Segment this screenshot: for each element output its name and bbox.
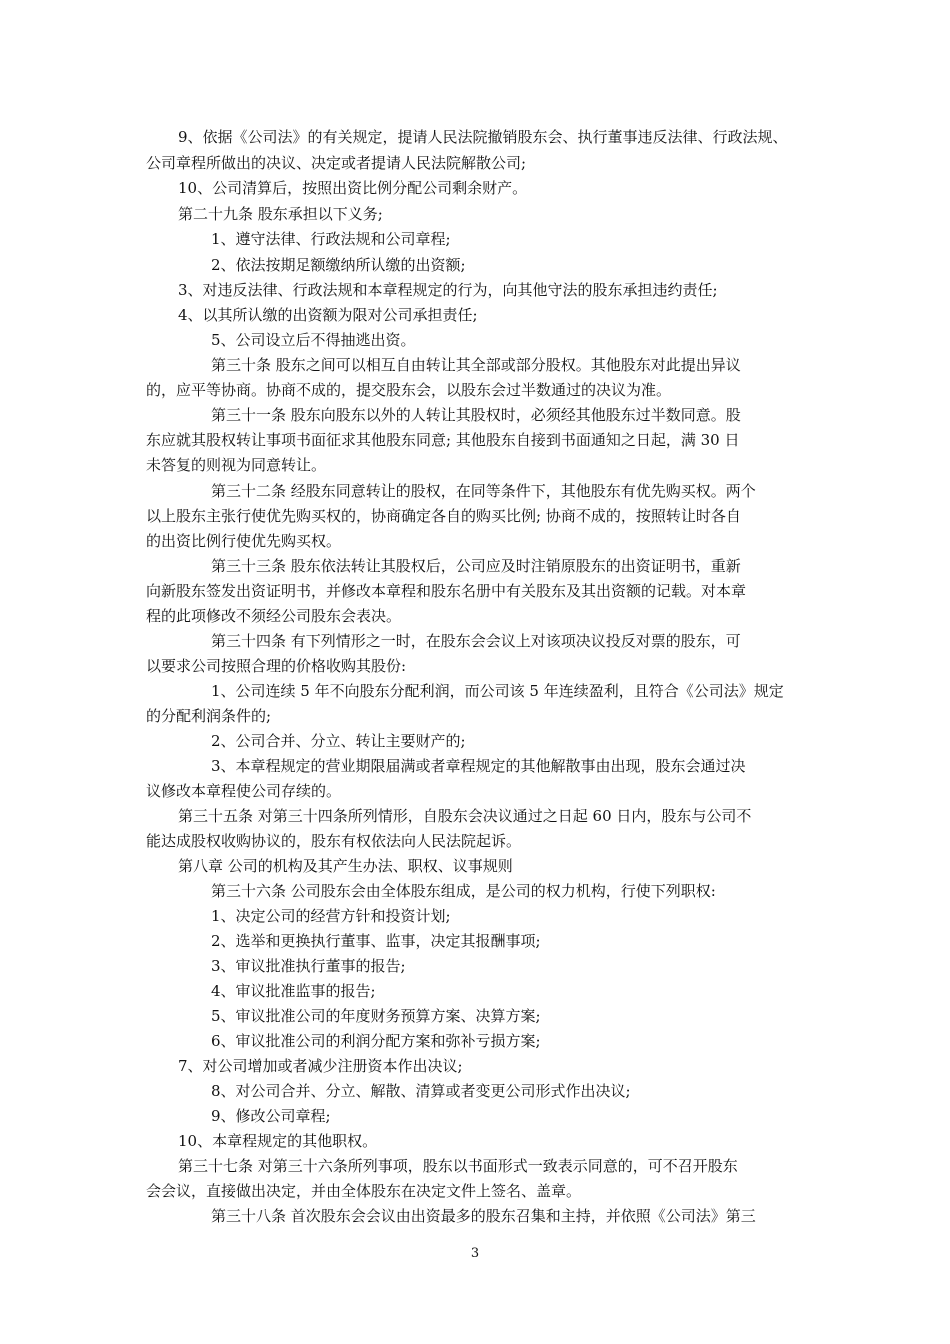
text-line: 能达成股权收购协议的，股东有权依法向人民法院起诉。 xyxy=(146,832,522,850)
list-item: 9、修改公司章程; xyxy=(211,1107,331,1125)
list-item: 8、对公司合并、分立、解散、清算或者变更公司形式作出决议; xyxy=(211,1082,631,1100)
list-item: 3、审议批准执行董事的报告; xyxy=(211,957,406,975)
list-item: 4、以其所认缴的出资额为限对公司承担责任; xyxy=(178,306,478,324)
article-text: 第三十八条 首次股东会会议由出资最多的股东召集和主持，并依照《公司法》第三 xyxy=(211,1207,756,1225)
text-line: 会会议，直接做出决定，并由全体股东在决定文件上签名、盖章。 xyxy=(146,1182,582,1200)
text-line: 的分配利润条件的; xyxy=(146,707,272,725)
list-item: 1、公司连续 5 年不向股东分配利润，而公司该 5 年连续盈利，且符合《公司法》规定 xyxy=(211,682,784,700)
list-item: 10、本章程规定的其他职权。 xyxy=(178,1132,378,1150)
section-heading: 第二十九条 股东承担以下义务; xyxy=(178,205,383,223)
list-item: 7、对公司增加或者减少注册资本作出决议; xyxy=(178,1057,463,1075)
list-item: 3、本章程规定的营业期限届满或者章程规定的其他解散事由出现，股东会通过决 xyxy=(211,757,746,775)
text-line: 10、公司清算后，按照出资比例分配公司剩余财产。 xyxy=(178,179,528,197)
list-item: 2、依法按期足额缴纳所认缴的出资额; xyxy=(211,256,466,274)
text-line: 东应就其股权转让事项书面征求其他股东同意; 其他股东自接到书面通知之日起，满 30 日 xyxy=(146,431,740,449)
list-item: 1、遵守法律、行政法规和公司章程; xyxy=(211,230,451,248)
text-line: 的，应平等协商。协商不成的，提交股东会，以股东会过半数通过的决议为准。 xyxy=(146,381,672,399)
list-item: 1、决定公司的经营方针和投资计划; xyxy=(211,907,451,925)
text-line: 程的此项修改不须经公司股东会表决。 xyxy=(146,607,402,625)
text-line: 未答复的则视为同意转让。 xyxy=(146,456,327,474)
list-item: 2、公司合并、分立、转让主要财产的; xyxy=(211,732,466,750)
article-text: 第三十六条 公司股东会由全体股东组成，是公司的权力机构，行使下列职权: xyxy=(211,882,716,900)
article-text: 第三十三条 股东依法转让其股权后，公司应及时注销原股东的出资证明书，重新 xyxy=(211,557,741,575)
text-line: 向新股东签发出资证明书，并修改本章程和股东名册中有关股东及其出资额的记载。对本章 xyxy=(146,582,747,600)
list-item: 5、审议批准公司的年度财务预算方案、决算方案; xyxy=(211,1007,541,1025)
text-line: 9、依据《公司法》的有关规定，提请人民法院撤销股东会、执行董事违反法律、行政法规、 xyxy=(178,128,788,146)
list-item: 4、审议批准监事的报告; xyxy=(211,982,376,1000)
list-item: 2、选举和更换执行董事、监事，决定其报酬事项; xyxy=(211,932,541,950)
article-text: 第三十七条 对第三十六条所列事项，股东以书面形式一致表示同意的，可不召开股东 xyxy=(178,1157,738,1175)
text-line: 议修改本章程使公司存续的。 xyxy=(146,782,342,800)
text-line: 公司章程所做出的决议、决定或者提请人民法院解散公司; xyxy=(146,154,527,172)
list-item: 3、对违反法律、行政法规和本章程规定的行为，向其他守法的股东承担违约责任; xyxy=(178,281,718,299)
list-item: 6、审议批准公司的利润分配方案和弥补亏损方案; xyxy=(211,1032,541,1050)
article-text: 第三十五条 对第三十四条所列情形，自股东会决议通过之日起 60 日内，股东与公司不 xyxy=(178,807,752,825)
page-number: 3 xyxy=(470,1246,480,1261)
list-item: 5、公司设立后不得抽逃出资。 xyxy=(211,331,416,349)
article-text: 第三十二条 经股东同意转让的股权，在同等条件下，其他股东有优先购买权。两个 xyxy=(211,482,756,500)
article-text: 第三十一条 股东向股东以外的人转让其股权时，必须经其他股东过半数同意。股 xyxy=(211,406,741,424)
text-line: 的出资比例行使优先购买权。 xyxy=(146,532,342,550)
chapter-heading: 第八章 公司的机构及其产生办法、职权、议事规则 xyxy=(178,857,513,875)
text-line: 以上股东主张行使优先购买权的，协商确定各自的购买比例; 协商不成的，按照转让时各自 xyxy=(146,507,741,525)
article-text: 第三十四条 有下列情形之一时，在股东会会议上对该项决议投反对票的股东，可 xyxy=(211,632,741,650)
article-text: 第三十条 股东之间可以相互自由转让其全部或部分股权。其他股东对此提出异议 xyxy=(211,356,741,374)
text-line: 以要求公司按照合理的价格收购其股份: xyxy=(146,657,407,675)
